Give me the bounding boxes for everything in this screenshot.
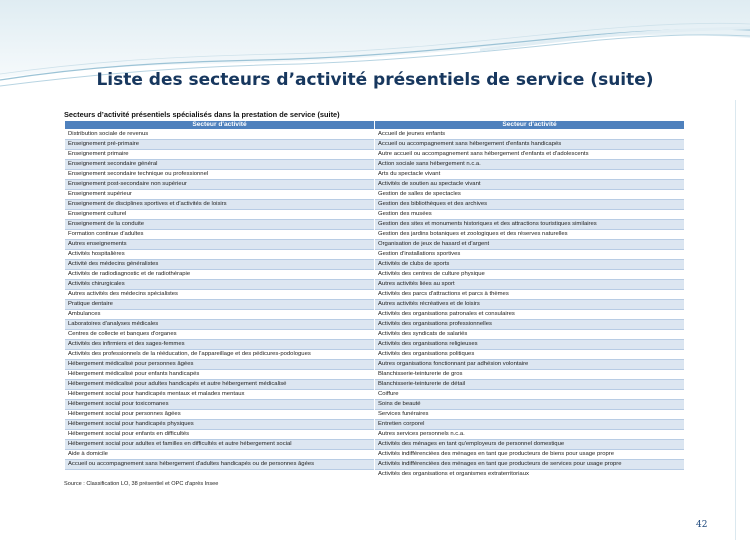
table-row: [65, 230, 685, 240]
table-cell: Activités des ménages en tant qu'employeurs de personnel domestique: [375, 440, 685, 450]
table-cell: Enseignement primaire: [65, 150, 375, 160]
table-cell: [65, 470, 375, 480]
table-cell: Soins de beauté: [375, 400, 685, 410]
table-cell: Activités des professionnels de la rééducation, de l'appareillage et des pédicures-podologues: [65, 350, 375, 360]
table-cell: Enseignement supérieur: [65, 190, 375, 200]
table-cell: Enseignement secondaire général: [65, 160, 375, 170]
table-cell: Gestion d'installations sportives: [375, 250, 685, 260]
table-cell: Action sociale sans hébergement n.c.a.: [375, 160, 685, 170]
table-row: [65, 210, 685, 220]
table-cell: Pratique dentaire: [65, 300, 375, 310]
table-cell: Enseignement de la conduite: [65, 220, 375, 230]
table-cell: Autres activités des médecins spécialistes: [65, 290, 375, 300]
table-cell: Hébergement social pour enfants en difficultés: [65, 430, 375, 440]
table-cell: Activités des parcs d'attractions et parcs à thèmes: [375, 290, 685, 300]
table-cell: Hébergement médicalisé pour enfants handicapés: [65, 370, 375, 380]
table-cell: Activités des infirmiers et des sages-femmes: [65, 340, 375, 350]
table-row: [65, 440, 685, 450]
table-cell: Enseignement de disciplines sportives et d'activités de loisirs: [65, 200, 375, 210]
table-header-row: [65, 121, 685, 130]
column-header: Secteur d'activité: [65, 121, 375, 130]
table-cell: Activités des centres de culture physique: [375, 270, 685, 280]
table-row: [65, 240, 685, 250]
table-cell: Activités des organisations professionnelles: [375, 320, 685, 330]
table-cell: Activités chirurgicales: [65, 280, 375, 290]
table-row: [65, 220, 685, 230]
table-row: [65, 270, 685, 280]
table-cell: Blanchisserie-teinturerie de gros: [375, 370, 685, 380]
table-row: [65, 260, 685, 270]
table-cell: Gestion des bibliothèques et des archives: [375, 200, 685, 210]
table-cell: Activités indifférenciées des ménages en tant que producteurs de biens pour usage propre: [375, 450, 685, 460]
table-cell: Accueil ou accompagnement sans hébergement d'adultes handicapés ou de personnes âgées: [65, 460, 375, 470]
table-row: [65, 470, 685, 480]
table-cell: Enseignement pré-primaire: [65, 140, 375, 150]
table-cell: Ambulances: [65, 310, 375, 320]
table-row: [65, 160, 685, 170]
table-row: [65, 460, 685, 470]
page-number: 42: [696, 520, 708, 530]
table-row: [65, 190, 685, 200]
source-note: Source : Classification LO, 38 présentiel et OPC d'après Insee: [64, 481, 219, 488]
table-row: [65, 320, 685, 330]
table-cell: Autres activités liées au sport: [375, 280, 685, 290]
table-cell: Coiffure: [375, 390, 685, 400]
table-row: [65, 140, 685, 150]
table-cell: Gestion des jardins botaniques et zoologiques et des réserves naturelles: [375, 230, 685, 240]
table-cell: Activités des syndicats de salariés: [375, 330, 685, 340]
table-row: [65, 300, 685, 310]
table-row: [65, 180, 685, 190]
decorative-waves: [0, 0, 750, 110]
table-cell: Gestion de salles de spectacles: [375, 190, 685, 200]
table-body: [65, 130, 685, 480]
table-cell: Activités des organisations et organismes extraterritoriaux: [375, 470, 685, 480]
table-cell: Activité des médecins généralistes: [65, 260, 375, 270]
table-row: [65, 370, 685, 380]
table-cell: Autres services personnels n.c.a.: [375, 430, 685, 440]
table-cell: Activités hospitalières: [65, 250, 375, 260]
table-row: [65, 400, 685, 410]
table-cell: Gestion des sites et monuments historiques et des attractions touristiques similaires: [375, 220, 685, 230]
table-cell: Gestion des musées: [375, 210, 685, 220]
sector-table: [64, 120, 685, 479]
table-cell: Activités de clubs de sports: [375, 260, 685, 270]
table-cell: Autres organisations fonctionnant par adhésion volontaire: [375, 360, 685, 370]
table-row: [65, 410, 685, 420]
table-cell: Autres activités récréatives et de loisirs: [375, 300, 685, 310]
table-row: [65, 310, 685, 320]
table-row: [65, 340, 685, 350]
table-cell: Enseignement post-secondaire non supérieur: [65, 180, 375, 190]
right-frame-line: [735, 100, 736, 540]
table-row: [65, 290, 685, 300]
table-cell: Activités de radiodiagnostic et de radiothérapie: [65, 270, 375, 280]
table-row: [65, 390, 685, 400]
table-cell: Enseignement secondaire technique ou professionnel: [65, 170, 375, 180]
table-cell: Activités indifférenciées des ménages en tant que producteurs de services pour usage propre: [375, 460, 685, 470]
table-cell: Centres de collecte et banques d'organes: [65, 330, 375, 340]
table-row: [65, 130, 685, 140]
table-cell: Activités des organisations politiques: [375, 350, 685, 360]
table-cell: Formation continue d'adultes: [65, 230, 375, 240]
table-row: [65, 330, 685, 340]
table-cell: Activités des organisations religieuses: [375, 340, 685, 350]
table-cell: Hébergement social pour handicapés mentaux et malades mentaux: [65, 390, 375, 400]
table-title: Secteurs d’activité présentiels spécialisés dans la prestation de service (suite): [64, 110, 340, 119]
table-cell: Hébergement médicalisé pour personnes âgées: [65, 360, 375, 370]
table-row: [65, 280, 685, 290]
table-cell: Entretien corporel: [375, 420, 685, 430]
column-header: Secteur d'activité: [375, 121, 685, 130]
table-cell: Hébergement social pour adultes et familles en difficultés et autre hébergement social: [65, 440, 375, 450]
table-cell: Autres enseignements: [65, 240, 375, 250]
table-cell: Activités de soutien au spectacle vivant: [375, 180, 685, 190]
table-row: [65, 170, 685, 180]
table-cell: Aide à domicile: [65, 450, 375, 460]
table-cell: Hébergement social pour toxicomanes: [65, 400, 375, 410]
table-cell: Distribution sociale de revenus: [65, 130, 375, 140]
table-cell: Hébergement médicalisé pour adultes handicapés et autre hébergement médicalisé: [65, 380, 375, 390]
table-row: [65, 250, 685, 260]
table-cell: Accueil ou accompagnement sans hébergement d'enfants handicapés: [375, 140, 685, 150]
table-cell: Hébergement social pour handicapés physiques: [65, 420, 375, 430]
page-title: Liste des secteurs d’activité présentiels de service (suite): [96, 70, 654, 90]
table-cell: Arts du spectacle vivant: [375, 170, 685, 180]
table-row: [65, 430, 685, 440]
table-row: [65, 350, 685, 360]
table-row: [65, 420, 685, 430]
table-row: [65, 200, 685, 210]
table-cell: Activités des organisations patronales et consulaires: [375, 310, 685, 320]
table-row: [65, 360, 685, 370]
table-cell: Laboratoires d'analyses médicales: [65, 320, 375, 330]
sector-table-container: [64, 109, 684, 489]
table-row: [65, 150, 685, 160]
table-row: [65, 380, 685, 390]
table-cell: Accueil de jeunes enfants: [375, 130, 685, 140]
table-cell: Autre accueil ou accompagnement sans hébergement d'enfants et d'adolescents: [375, 150, 685, 160]
table-cell: Blanchisserie-teinturerie de détail: [375, 380, 685, 390]
table-cell: Organisation de jeux de hasard et d'argent: [375, 240, 685, 250]
table-cell: Hébergement social pour personnes âgées: [65, 410, 375, 420]
table-cell: Enseignement culturel: [65, 210, 375, 220]
table-cell: Services funéraires: [375, 410, 685, 420]
table-row: [65, 450, 685, 460]
